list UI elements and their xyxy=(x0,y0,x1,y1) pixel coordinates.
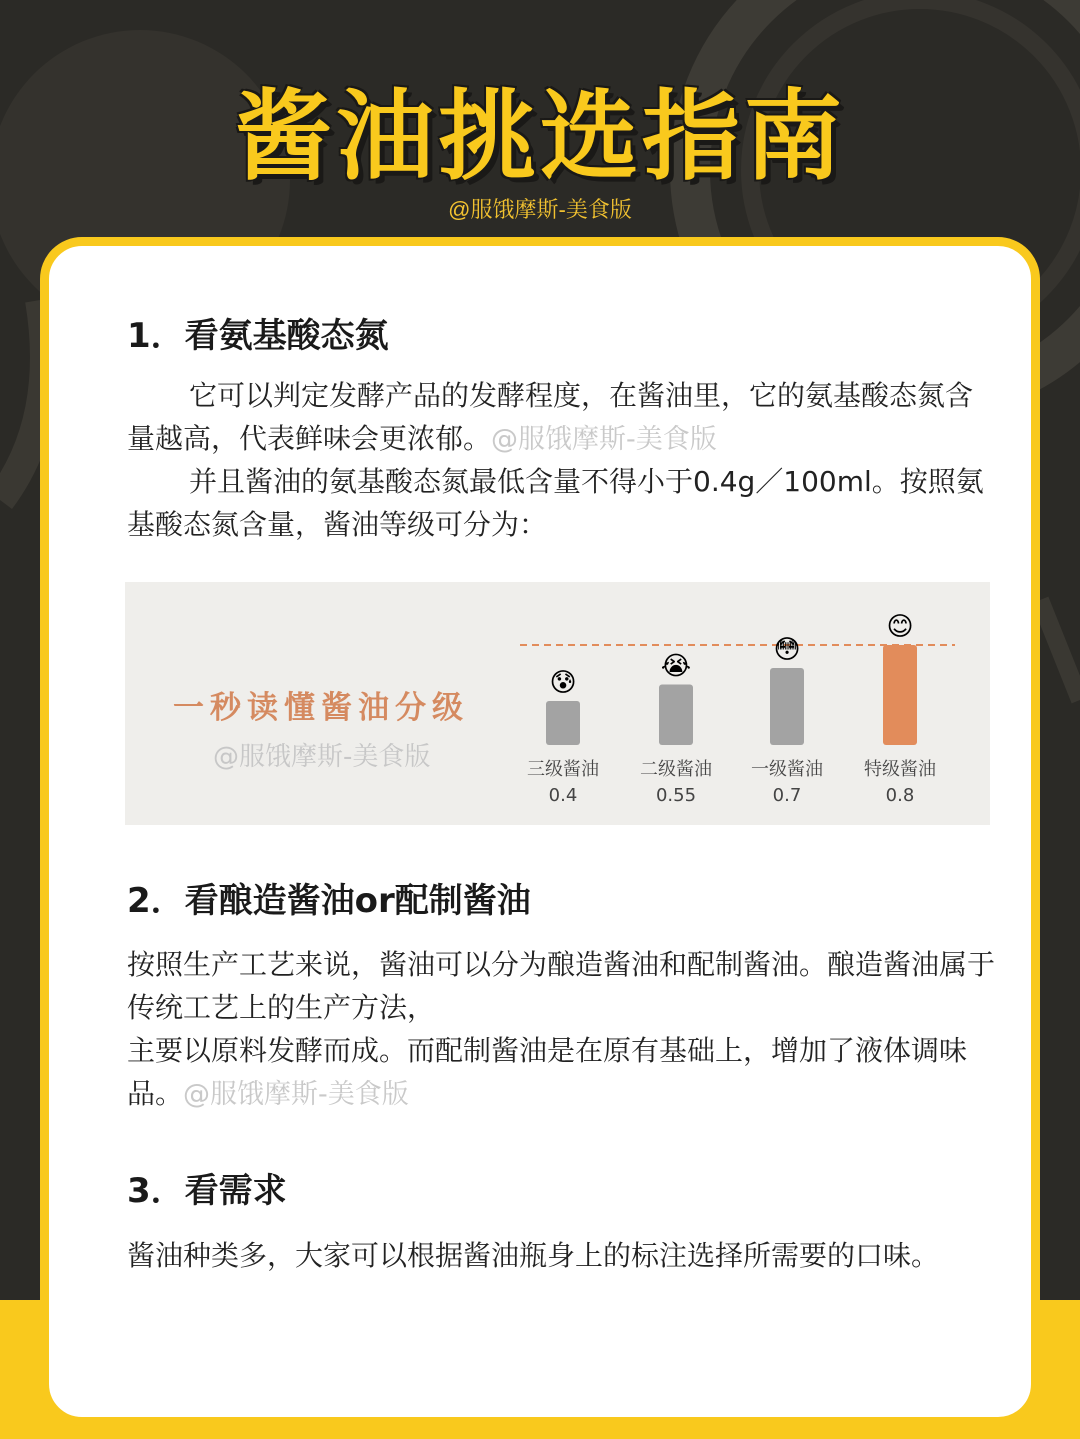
author-handle: @服饿摩斯-美食版 xyxy=(448,197,632,222)
section-1-paragraph-2-text: 并且酱油的氨基酸态氮最低含量不得小于0.4g／100ml。按照氨基酸态氮含量，酱油等级可分为： xyxy=(127,465,984,541)
section-1-paragraph-2 xyxy=(127,460,997,546)
emoji-face-icon: 😰 xyxy=(549,668,577,698)
emoji-face-icon: 😊 xyxy=(886,612,914,642)
value-label: 0.4 xyxy=(548,785,578,806)
category-label: 二级酱油 xyxy=(640,759,712,780)
section-2-paragraph-1: 按照生产工艺来说，酱油可以分为酿造酱油和配制酱油。酿造酱油属于传统工艺上的生产方法， xyxy=(127,948,996,1024)
page-title: 酱油挑选指南 xyxy=(233,80,846,194)
section-1-paragraph-1-text: 它可以判定发酵产品的发酵程度，在酱油里，它的氨基酸态氮含量越高，代表鲜味会更浓郁。 xyxy=(127,379,974,455)
section-3-heading: 3．看需求 xyxy=(127,1171,287,1211)
emoji-face-icon: 😭 xyxy=(660,651,692,682)
section-3-paragraph-1: 酱油种类多，大家可以根据酱油瓶身上的标注选择所需要的口味。 xyxy=(127,1239,940,1272)
category-label: 一级酱油 xyxy=(751,759,823,780)
bar-1 xyxy=(546,701,580,745)
category-label: 特级酱油 xyxy=(864,759,936,780)
bar-2 xyxy=(659,685,693,746)
section-2-paragraph-2-text: 主要以原料发酵而成。而配制酱油是在原有基础上，增加了液体调味品。 xyxy=(127,1034,968,1110)
section-2-paragraph-2 xyxy=(127,1029,997,1116)
emoji-face-icon: 😳 xyxy=(773,635,801,665)
category-label: 三级酱油 xyxy=(527,759,599,780)
watermark-text-2: @服饿摩斯-美食版 xyxy=(183,1079,409,1110)
infographic-watermark: @服饿摩斯-美食版 xyxy=(213,742,431,772)
value-label: 0.8 xyxy=(885,785,915,806)
bar-3 xyxy=(770,668,804,745)
grade-bar-chart-svg xyxy=(505,582,990,825)
section-2-heading: 2．看酿造酱油or配制酱油 xyxy=(127,881,531,921)
infographic-title: 一秒读懂酱油分级 xyxy=(173,690,469,726)
value-label: 0.55 xyxy=(655,785,697,806)
grading-infographic xyxy=(125,582,990,825)
watermark-text: @服饿摩斯-美食版 xyxy=(491,424,717,455)
section-1-paragraph-1 xyxy=(127,374,997,461)
section-1-heading: 1．看氨基酸态氮 xyxy=(127,316,389,356)
grade-bar-chart xyxy=(505,582,990,825)
content-card xyxy=(40,237,1040,1426)
bar-4 xyxy=(883,645,917,745)
value-label: 0.7 xyxy=(772,785,802,806)
